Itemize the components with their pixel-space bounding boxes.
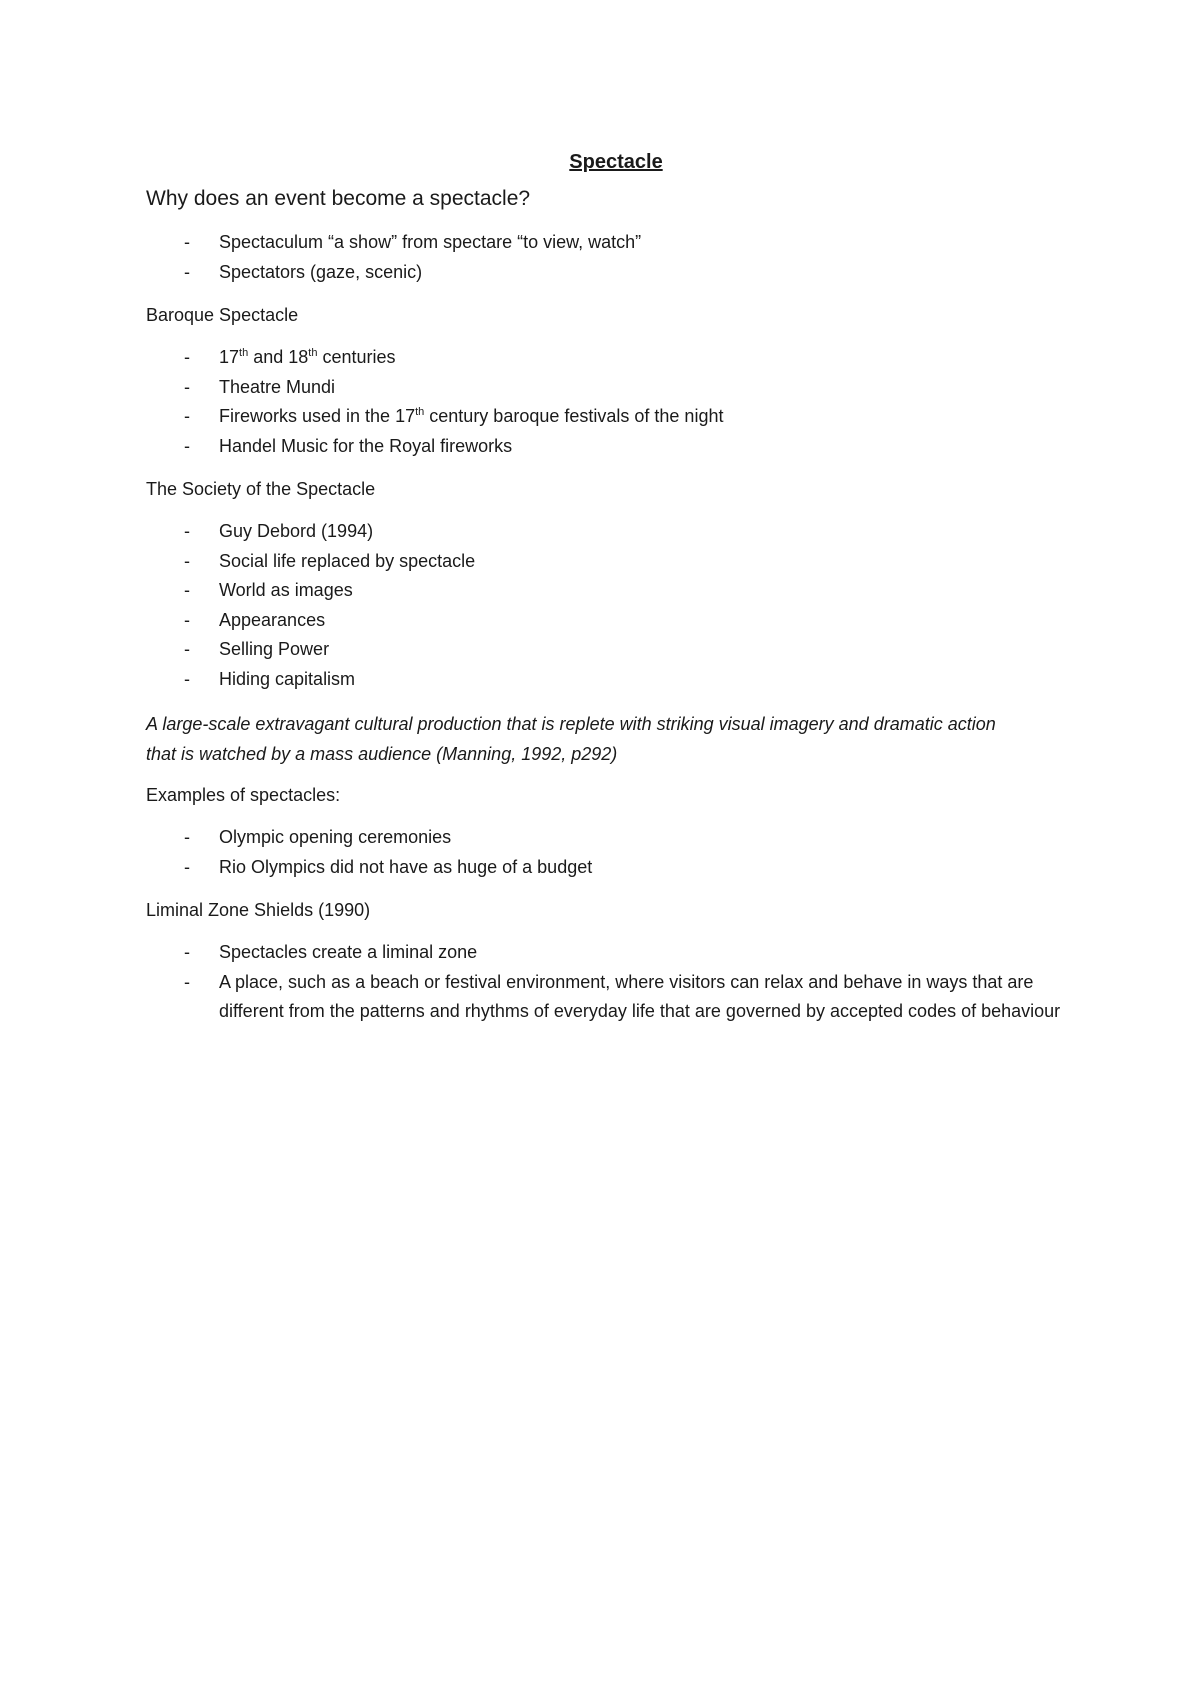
dash-bullet: - <box>184 550 190 571</box>
text-run: 17 <box>219 347 240 367</box>
section-heading-society: The Society of the Spectacle <box>146 479 376 499</box>
list-item <box>146 938 1086 968</box>
dash-bullet: - <box>184 827 190 847</box>
list-item <box>146 373 1086 403</box>
list-item-text: Selling Power <box>219 639 330 659</box>
section-heading-baroque: Baroque Spectacle <box>146 305 299 325</box>
text-run: and 18 <box>248 347 309 367</box>
dash-bullet: - <box>184 971 190 992</box>
document-page <box>146 140 1086 1043</box>
examples-list <box>146 823 1086 882</box>
list-item-text: Olympic opening ceremonies <box>219 827 452 847</box>
baroque-list <box>146 343 1086 461</box>
list-item-text: Spectaculum “a show” from spectare “to view, watch” <box>219 232 642 252</box>
text-run: centuries <box>317 347 396 367</box>
main-question: Why does an event become a spectacle? <box>146 187 531 210</box>
list-item-text: Guy Debord (1994) <box>219 521 374 541</box>
section-heading-examples: Examples of spectacles: <box>146 785 341 805</box>
dash-bullet: - <box>184 521 190 541</box>
dash-bullet: - <box>184 668 190 689</box>
text-run: century baroque festivals of the night <box>424 406 724 426</box>
document-title: Spectacle <box>569 151 663 173</box>
text-run: Fireworks used in the 17 <box>219 406 416 426</box>
definition-quote: A large-scale extravagant cultural production that is replete with striking visual imagery and dramatic action that is watched by a mass audience (Manning, 1992, p292) <box>146 714 996 764</box>
dash-bullet: - <box>184 609 190 630</box>
list-item <box>146 606 1086 636</box>
list-item-text <box>219 406 723 426</box>
section-heading-liminal: Liminal Zone Shields (1990) <box>146 900 371 920</box>
list-item <box>146 665 1086 695</box>
list-item <box>146 258 1086 288</box>
dash-bullet: - <box>184 580 190 600</box>
list-item <box>146 823 1086 853</box>
list-item-text: Spectacles create a liminal zone <box>219 942 478 962</box>
dash-bullet: - <box>184 347 190 367</box>
list-item <box>146 343 1086 373</box>
dash-bullet: - <box>184 435 190 456</box>
superscript: th <box>415 406 425 418</box>
list-item-text: World as images <box>219 580 353 600</box>
list-item-text: Social life replaced by spectacle <box>219 550 476 571</box>
dash-bullet: - <box>184 406 190 426</box>
list-item <box>146 432 1086 462</box>
intro-list <box>146 228 1086 287</box>
society-list <box>146 517 1086 694</box>
list-item <box>146 228 1086 258</box>
list-item-text: Rio Olympics did not have as huge of a budget <box>219 856 593 877</box>
list-item <box>146 968 1086 1027</box>
superscript: th <box>308 347 318 359</box>
dash-bullet: - <box>184 232 190 252</box>
dash-bullet: - <box>184 376 190 397</box>
list-item <box>146 517 1086 547</box>
dash-bullet: - <box>184 856 190 877</box>
liminal-list <box>146 938 1086 1027</box>
list-item <box>146 635 1086 665</box>
list-item-text: Spectators (gaze, scenic) <box>219 261 423 282</box>
list-item <box>146 853 1086 883</box>
list-item <box>146 402 1086 432</box>
list-item-text: Theatre Mundi <box>219 376 336 397</box>
list-item-text: A place, such as a beach or festival environment, where visitors can relax and behave in ways that are different from the patterns and rhythms of everyday life that are governed by accepted codes of behaviour <box>219 971 1061 1021</box>
dash-bullet: - <box>184 639 190 659</box>
dash-bullet: - <box>184 261 190 282</box>
list-item <box>146 576 1086 606</box>
list-item <box>146 547 1086 577</box>
dash-bullet: - <box>184 942 190 962</box>
list-item-text <box>219 347 396 367</box>
list-item-text: Handel Music for the Royal fireworks <box>219 435 513 456</box>
list-item-text: Hiding capitalism <box>219 668 356 689</box>
list-item-text: Appearances <box>219 609 326 630</box>
superscript: th <box>239 347 249 359</box>
